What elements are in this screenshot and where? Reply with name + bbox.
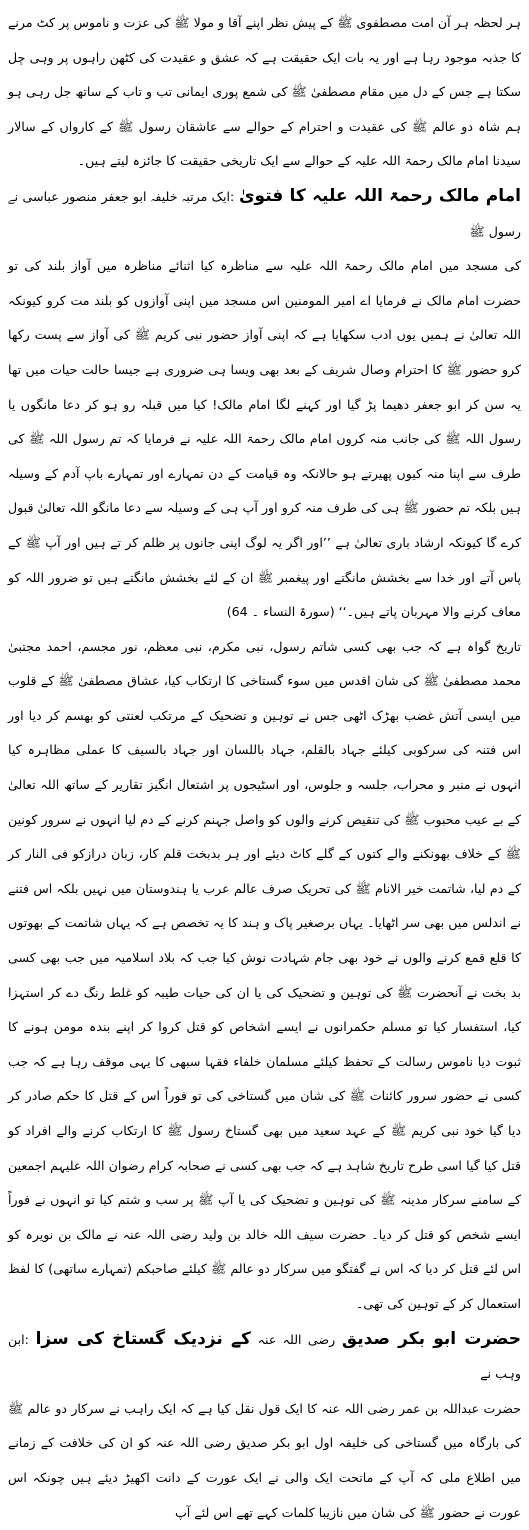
section-lead-text: :ایک مرتبہ خلیفہ ابو جعفر منصور عباسی نے رسول ﷺ	[8, 188, 521, 239]
section-honorific: رضی اللہ عنہ	[257, 1331, 336, 1347]
intro-paragraph: ہر لحظہ ہر آن امت مصطفوی ﷺ کے پیش نظر اپنے آقا و مولا ﷺ کی عزت و ناموس پر کٹ مرنے کا جذبہ موجود رہا ہے اور یہ بات ایک حقیقت ہے کہ عشق و عقیدت کی کٹھن راہوں پر وہی چل سکتا ہے جس کے دل میں مقام مصطفیٰ ﷺ کی شمع پوری ایمانی تب و تاب کے ساتھ جل رہی ہو ہم شاہ دو عالم ﷺ کی عقیدت و احترام کے حوالے سے عاشقان رسول ﷺ کے کارواں کے سالار سیدنا امام مالک رحمۃ اللہ علیہ کے حوالے سے ایک تاریخی حقیقت کا جائزہ لیتے ہیں۔	[8, 15, 521, 169]
section-heading-abu-bakr	[8, 1322, 521, 1392]
imam-malik-paragraph: کی مسجد میں امام مالک رحمۃ اللہ علیہ سے مناظرہ کیا اثنائے مناظرہ میں آواز بلند کی تو حضرت امام مالک نے فرمایا اے امیر المومنین اس مسجد میں اپنی آوازوں کو بلند مت کرو کیونکہ اللہ تعالیٰ نے ہمیں یوں ادب سکھایا ہے کہ اپنی آواز حضور نبی کریم ﷺ کی آواز سے پست رکھا کرو حضور ﷺ کا احترام وصال شریف کے بعد بھی ویسا ہی ضروری ہے جیسا حالت حیات میں تھا یہ سن کر ابو جعفر دھیما پڑ گیا اور کہنے لگا امام مالک! کیا میں قبلہ رو ہو کر دعا مانگوں یا رسول اللہ ﷺ کی جانب منہ کروں امام مالک رحمۃ اللہ علیہ نے فرمایا کہ تم رسول اللہ ﷺ کی طرف سے اپنا منہ کیوں پھیرتے ہو حالانکہ وہ قیامت کے دن تمہارے اور تمہارے باپ آدم کے وسیلہ ہیں بلکہ تم حضور ﷺ ہی کی طرف منہ کرو اور آپ ہی کے وسیلہ سے دعا مانگو اللہ تعالیٰ قبول کرے گا کیونکہ ارشاد باری تعالیٰ ہے ’’اور اگر یہ لوگ اپنی جانوں پر ظلم کر تے ہیں اور آپ ﷺ کے پاس آتے اور خدا سے بخشش مانگتے اور پیغمبر ﷺ ان کے لئے بخشش مانگتے ہیں تو ضرور اللہ کو معاف کرنے والا مہربان پاتے ہیں۔‘‘ (سورۃ النساء ۔ 64)	[8, 258, 521, 620]
history-paragraph: تاریخ گواہ ہے کہ جب بھی کسی شاتم رسول، نبی مکرم، نبی معظم، نور مجسم، احمد مجتبیٰ محمد مصطفیٰ ﷺ کی شان اقدس میں سوء گستاخی کا ارتکاب کیا، عشاق مصطفیٰ ﷺ کے قلوب میں ایسی آتش غضب بھڑک اٹھی جس نے توہین و تضحیک کے مرتکب لعنتی کو بھسم کر دیا اور اس فتنہ کی سرکوبی کیلئے جہاد بالقلم، جہاد باللسان اور جہاد بالسیف کا عملی مظاہرہ کیا انہوں نے منبر و محراب، جلسہ و جلوس، اور اسٹیجوں پر اشتعال انگیز تقاریر کے ساتھ اللہ تعالیٰ کے بے عیب محبوب ﷺ کی تنقیص کرنے والوں کو واصل جہنم کرنے کے دم لیا انہوں نے سرور کونین ﷺ کے خلاف بھونکنے والے کتوں کے گلے کاٹ دیئے اور ہر بدبخت قلم کار، زبان درازکو فی النار کر کے دم لیا، شاتمت خیر الانام ﷺ کی تحریک صرف عالم عرب یا ہندوستان میں نہیں بلکہ اس فتنے نے اندلس میں بھی سر اٹھایا۔ یہاں برصغیر پاک و ہند کا یہ تخصص ہے کہ یہاں شاتمت کے بھوتوں کا قلع قمع کرنے والوں نے خود بھی جام شہادت نوش کیا جب کہ بلاد اسلامیہ میں جب بھی کسی بد بخت نے آنحضرت ﷺ کی توہین و تضحیک کی یا ان کی حیات طیبہ کو غلط رنگ دے کر استہزا کیا، استفسار کیا تو مسلم حکمرانوں نے ایسے اشخاص کو قتل کروا کر اپنے بندہ مومن ہونے کا ثبوت دیا ناموس رسالت کے تحفظ کیلئے مسلمان خلفاء فقہا سبھی کا یہی موقف رہا ہے کہ جب کسی نے حضور سرور کائنات ﷺ کی شان میں گستاخی کی تو فوراً اس کے قتل کا حکم صادر کر دیا گیا خود نبی کریم ﷺ کے عہد سعید میں بھی گستاخ رسول ﷺ کا ارتکاب کرنے والے افراد کو قتل کیا گیا اسی طرح تاریخ شاہد ہے کہ جب بھی کسی نے صحابہ کرام رضوان اللہ علیہم اجمعین کے سامنے سرکار مدینہ ﷺ کی توہین و تضحیک کی یا آپ ﷺ پر سب و شتم کیا تو انہوں نے فوراً ایسے شخص کو قتل کر دیا۔ حضرت سیف اللہ خالد بن ولید رضی اللہ عنہ نے مالک بن نویرہ کو اس لئے قتل کر دیا کہ اس نے گفتگو میں سرکار دو عالم ﷺ کیلئے صاحبکم (تمہارے ساتھی) کا لفظ استعمال کر کے توہین کی تھی۔	[8, 638, 521, 1311]
section-title-rest: کے نزدیک گستاخ کی سزا	[35, 1328, 251, 1349]
section-heading-imam-malik	[8, 179, 521, 249]
section-title: حضرت ابو بکر صدیق	[341, 1328, 522, 1349]
section-title: امام مالک رحمۃ اللہ علیہ کا فتویٰ	[238, 185, 521, 206]
section-lead-text: :ابن وہب نے	[8, 1331, 521, 1382]
abu-bakr-paragraph: حضرت عبداللہ بن عمر رضی اللہ عنہ کا ایک قول نقل کیا ہے کہ ایک راہب نے سرکار دو عالم ﷺ کی بارگاہ میں گستاخی کی خلیفہ اول ابو بکر صدیق رضی اللہ عنہ کو ان کی خلافت کے زمانے میں اطلاع ملی کہ آپ کے ماتحت ایک والی نے ایک عورت کے دانت اکھیڑ دیئے ہیں چونکہ اس عورت نے حضور ﷺ کی شان میں نازیبا کلمات کہے تھے اس لئے آپ	[8, 1400, 521, 1520]
